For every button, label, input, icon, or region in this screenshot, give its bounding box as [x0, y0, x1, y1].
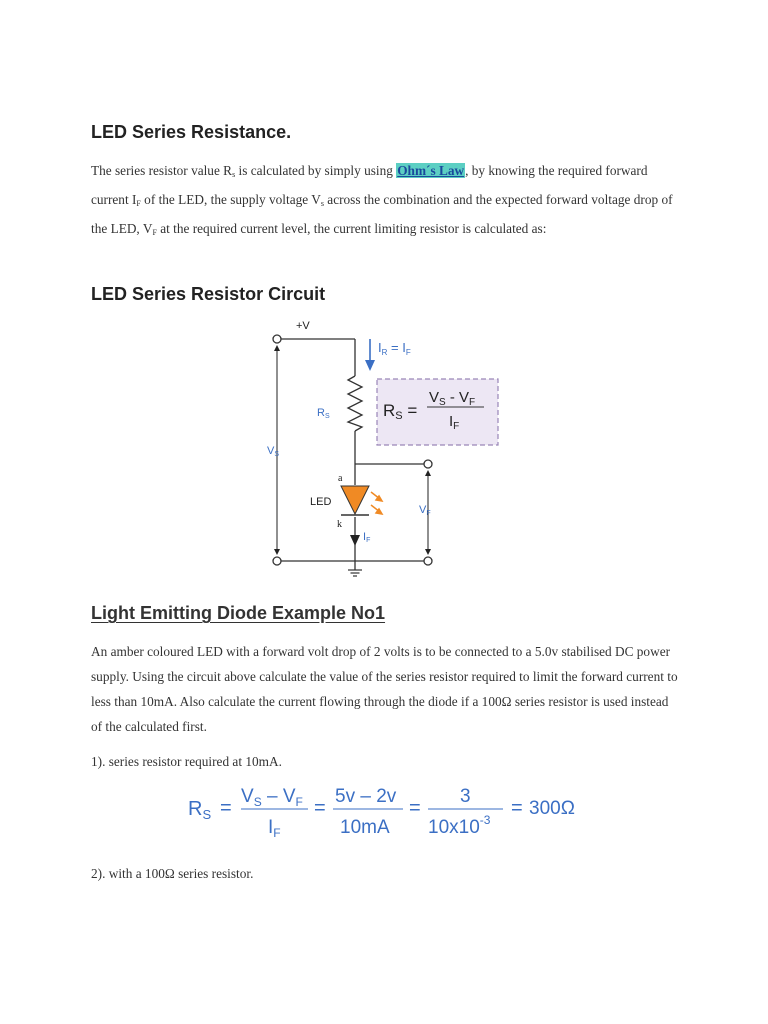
ohms-law-link[interactable]: Ohm´s Law	[397, 163, 465, 178]
led-label: LED	[310, 496, 332, 508]
formula-num1: $V_S - V_F$	[241, 786, 303, 809]
led-series-resistor-circuit-diagram	[262, 316, 507, 581]
formula-num2: 5v – 2v	[335, 786, 397, 807]
formula-eq1: =	[220, 797, 232, 819]
formula-box-rs: RS =	[383, 401, 418, 422]
example-paragraph: An amber coloured LED with a forward volt drop of 2 volts is to be connected to a 5.0v stabilised DC power supply. Using the circuit above calculate the value of the series resistor required to limit the forward current to less than 10mA. Also calculate the current flowing through the diode if a 100Ω series resistor is used instead of the calculated first.	[91, 644, 678, 734]
formula-rs: $R_S$	[188, 798, 212, 822]
ground-icon	[348, 570, 362, 576]
formula-box-numerator: $V_S - V_F$	[429, 389, 476, 408]
vf-label: VF	[419, 504, 431, 517]
formula-box-denominator: $I_F$	[449, 413, 460, 432]
formula-eq4: =	[511, 797, 523, 819]
formula-den2: 10mA	[340, 817, 390, 838]
resistor-symbol	[348, 376, 362, 431]
cathode-label: k	[337, 519, 342, 530]
heading-led-example-no1: Light Emitting Diode Example No1	[91, 603, 386, 623]
formula-eq2: =	[314, 797, 326, 819]
current-arrow-if	[350, 535, 360, 546]
led-icon	[341, 486, 382, 515]
formula-eq3: =	[409, 797, 421, 819]
plus-v-label: +V	[296, 320, 310, 332]
formula-num3: 3	[460, 786, 471, 807]
step-2-text: 2). with a 100Ω series resistor.	[91, 866, 254, 881]
heading-led-series-resistance: LED Series Resistance.	[91, 122, 292, 142]
series-resistor-calculation-formula	[185, 780, 595, 842]
vs-label: VS	[267, 445, 280, 458]
current-arrow-ir	[365, 339, 375, 371]
terminal-bottom-right	[424, 557, 432, 565]
terminal-bottom-left	[273, 557, 281, 565]
step-1-text: 1). series resistor required at 10mA.	[91, 754, 282, 769]
terminal-mid-right	[424, 460, 432, 468]
ir-equals-if-label: $I_R = I_F$	[378, 340, 411, 357]
if-label: IF	[363, 531, 371, 544]
terminal-top-left	[273, 335, 281, 343]
formula-result: 300Ω	[529, 798, 575, 819]
formula-den1: $I_F$	[268, 817, 281, 840]
rs-label: RS	[317, 407, 330, 420]
anode-label: a	[338, 473, 343, 484]
formula-den3: $10x10^{-3}$	[428, 813, 491, 838]
heading-led-series-resistor-circuit: LED Series Resistor Circuit	[91, 284, 326, 304]
intro-paragraph: The series resistor value $R_s$ is calculated by simply using Ohm´s Law, by knowing the required forward current $I_F$ of the LED, the supply voltage $V_s$ across the combination and the expected forward voltage drop of the LED, $V_F$ at the required current level, the current limiting resistor is calculated as:	[91, 163, 673, 237]
